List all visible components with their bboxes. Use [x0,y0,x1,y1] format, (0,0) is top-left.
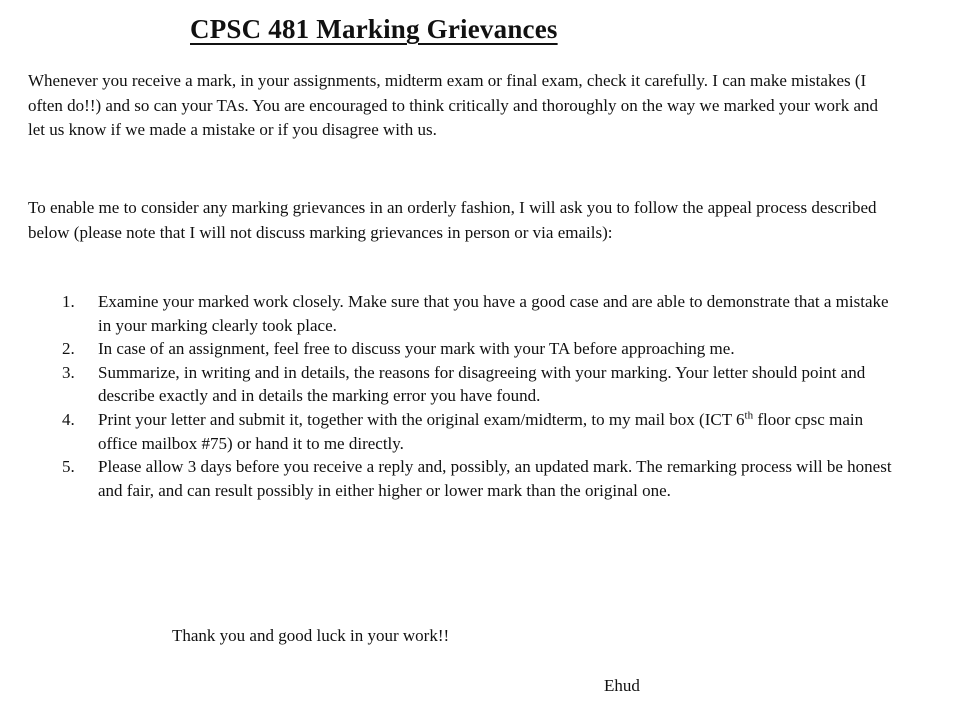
signature: Ehud [604,676,640,695]
step-number: 1. [62,292,75,311]
intro-paragraph: Whenever you receive a mark, in your assignments, midterm exam or final exam, check it carefully. I can make mistakes (I often do!!) and so can your TAs. You are encouraged to think critically and thoroughly on the way we marked your work and let us know if we made a mistake or if you disagree with us. [28,71,878,139]
step-text [98,410,863,453]
step-text: Examine your marked work closely. Make sure that you have a good case and are able to demonstrate that a mistake in your marking clearly took place. [98,292,889,335]
closing-line: Thank you and good luck in your work!! [172,626,450,645]
list-item [60,290,900,337]
list-item [60,361,900,408]
step-number: 2. [62,339,75,359]
document-title: CPSC 481 Marking Grievances [190,14,558,44]
step-number: 5. [62,457,75,477]
ordinal-superscript: th [744,409,754,422]
process-paragraph: To enable me to consider any marking grievances in an orderly fashion, I will ask you to follow the appeal process described below (please note that I will not discuss marking grievances in person or via emails): [28,198,877,242]
list-item [60,455,900,502]
step-text: Summarize, in writing and in details, the reasons for disagreeing with your marking. Your letter should point and describe exactly and in details the marking error you have found. [98,362,866,406]
step-text-start: Print your letter and submit it, together with the original exam/midterm, to my mail box (ICT 6 [98,409,745,429]
list-item [60,337,900,361]
step-text-end: floor cpsc main office mailbox #75) or hand it to me directly. [98,409,864,453]
step-number: 4. [62,409,75,429]
appeal-steps-list [60,290,900,502]
step-text: Please allow 3 days before you receive a reply and, possibly, an updated mark. The remarking process will be honest and fair, and can result possibly in either higher or lower mark than the original one. [98,457,892,500]
step-text: In case of an assignment, feel free to discuss your mark with your TA before approaching me. [98,339,735,359]
step-number: 3. [62,362,75,382]
list-item [60,408,900,455]
